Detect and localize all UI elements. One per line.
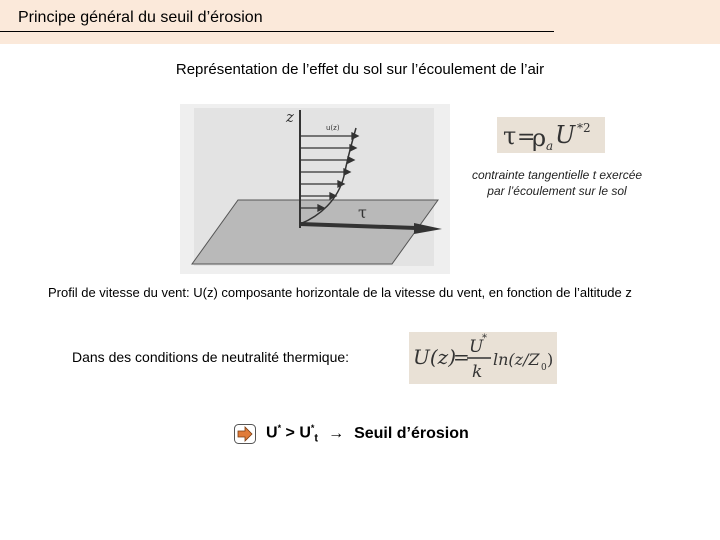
- formula-ln-sub: 0: [541, 363, 547, 373]
- neutral-conditions-text: Dans des conditions de neutralité thermique:: [72, 349, 350, 365]
- formula-u: U: [555, 121, 576, 149]
- header-divider: [0, 31, 554, 32]
- formula-rho: ρ: [532, 124, 547, 152]
- wind-profile-diagram: [180, 104, 450, 274]
- stress-caption: [447, 167, 667, 199]
- formula-denominator: k: [472, 362, 483, 382]
- stress-symbol: τ: [358, 203, 367, 222]
- formula-tau-symbol: τ: [503, 122, 517, 150]
- log-profile-formula: [409, 332, 557, 384]
- formula-equals: =: [517, 125, 536, 150]
- slide-subtitle: Représentation de l’effet du sol sur l’écoulement de l’air: [175, 61, 545, 78]
- profile-description: Profil de vitesse du vent: U(z) composante horizontale de la vitesse du vent, en fonction de l’altitude z: [48, 285, 632, 300]
- formula-close: ): [547, 350, 554, 369]
- formula-rho-subscript: a: [546, 139, 554, 153]
- formula-u-equals: =: [453, 345, 470, 369]
- stress-caption-line2: par l’écoulement sur le sol: [487, 184, 627, 198]
- formula-numerator-sup: *: [482, 333, 487, 344]
- threshold-result: Seuil d’érosion: [354, 425, 469, 442]
- z-axis-label: z: [286, 108, 294, 126]
- stress-caption-line1: contrainte tangentielle t exercée: [471, 168, 643, 182]
- formula-u-superscript: *2: [577, 121, 591, 135]
- implies-arrow-icon: →: [328, 425, 345, 442]
- bullet-arrow-icon: [234, 424, 256, 444]
- formula-ln: ln(z/Z: [493, 350, 540, 369]
- formula-lhs: U(z): [413, 345, 456, 369]
- page-title: Principe général du seuil d’érosion: [18, 9, 263, 26]
- profile-label: u(z): [326, 124, 340, 132]
- shear-stress-formula: [497, 117, 605, 153]
- threshold-inequality: $U^* > U^*_t$: [266, 423, 319, 445]
- threshold-statement: [234, 423, 469, 445]
- formula-numerator: U: [469, 337, 484, 357]
